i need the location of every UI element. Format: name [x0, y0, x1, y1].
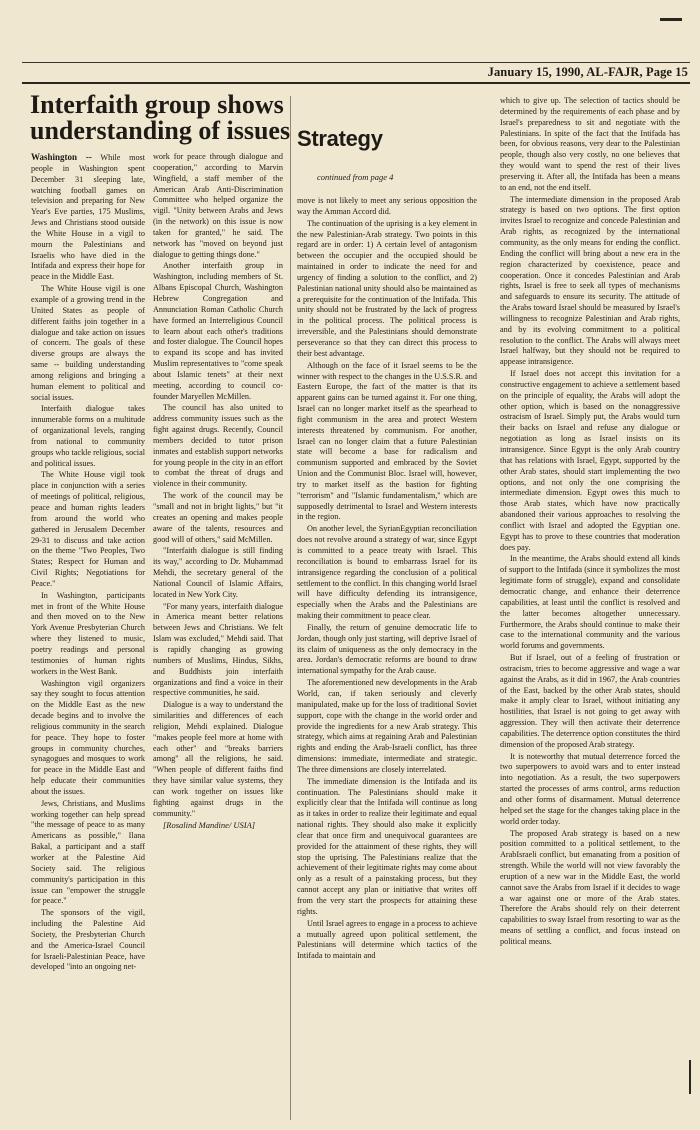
paragraph: The aforementioned new developments in the Arab World, can, if taken seriously and cleverly manipulated, make up for the loss of traditional Soviet support, cope with the change in the world order and provide the ingredients for a new Arab strategy. This strategy, which aims at regaining Arab and Palestinian rights and ending the Arab-Israeli conflict, has three dimensions: immediate, intermediate and strategic. The three dimensions are closely interrelated. [297, 678, 477, 774]
paragraph: Finally, the return of genuine democratic life to Jordan, though only just starting, will deprive Israel of its claim of uniqueness as the only democracy in the area. Jordan's democratic reforms are bound to draw international sympathy for the Arab cause. [297, 622, 477, 676]
paragraph: Although on the face of it Israel seems to be the winner with respect to the changes in the U.S.S.R. and Eastern Europe, the fact of the matter is that its apparent gains can be turned against it. For one thing, Israel can no longer market itself as the spearhead to fight communism in the area and protect Western interests threatened by communism. For another, Israel can no longer claim that a future Palestinian state will become a base for radicalism and communism supported and embraced by the Soviet Union and the Communist Bloc. Israel will, however, try to market itself as the bastion for fighting "terrorism" and "Islamic fundamentalism," which are supposedly detrimental to Israel and Western interests in the region. [297, 360, 477, 522]
article-column-1 [31, 152, 145, 1120]
author-credit: [Rosalind Mandine/ USIA] [163, 820, 256, 831]
header-rule [22, 62, 690, 63]
article-headline-strategy: Strategy [297, 126, 383, 151]
paragraph: It is noteworthy that mutual deterrence forced the two superpowers to avoid wars and to enter instead into negotiation. As a result, the two superpowers started the processes of arms control, arms reduction and other forms of disarmament. Mutual deterrence helped set the stage for the changes taking place in the world order today. [500, 751, 680, 826]
header-rule-thick [22, 82, 690, 84]
paragraph: The council has also united to address community issues such as the fight against drugs. Recently, Council members decided to tutor prison inmates and establish support networks for young people in the city in an effort to combat the threat of drugs and violence in their community. [153, 403, 283, 489]
paragraph: The White House vigil took place in conjunction with a series of meetings of political, religious, peace and human rights leaders from around the world who gathered in Jerusalem December 29-31 to discuss and take action on the theme "Two Peoples, Two States; Respect for Human and Civil Rights; Negotiations for Peace." [31, 470, 145, 588]
paragraph: In the meantime, the Arabs should extend all kinds of support to the Intifada (since it symbolizes the most legitimate form of struggle), expand and consolidate democratic change, and enhance their deterrence capabilities, at least until the conflict is resolved and the latter becomes altogether unnecessary. Furthermore, the Arabs should continue to make their case to the international community and the various world forums and governments. [500, 554, 680, 651]
paragraph: The sponsors of the vigil, including the Palestine Aid Society, the Presbyterian Church and the America-Israel Council for Israeli-Palestinian Peace, have developed "into an ongoing net- [31, 908, 145, 972]
page-header: January 15, 1990, AL-FAJR, Page 15 [487, 65, 688, 79]
dateline: Washington -- [31, 152, 92, 162]
paragraph: work for peace through dialogue and cooperation," according to Marvin Wingfield, a staff member of the American Arab Anti-Discrimination Committee who helped organize the vigil. "Unity between Arabs and Jews (in the network) on this issue is now taken for granted," he said. The network has "moved on beyond just dialogue to getting things done." [153, 152, 283, 259]
column-divider [290, 96, 291, 1120]
paragraph: In Washington, participants met in front of the White House and then moved on to the New York Avenue Presbyterian Church where they listened to music, poetry readings and personal testimonies of human rights workers in the West Bank. [31, 590, 145, 676]
paragraph: which to give up. The selection of tactics should be determined by the requirements of each phase and by Israel's preparedness to sit and negotiate with the Palestinians. In spite of the fact that the Intifada has been, for obvious reasons, very dear to the Palestinian people, though also very costly, no one believes that they would want to spend the rest of their lives preserving it. After all, the Intifada has been a means to an end, not the end itself. [500, 96, 680, 192]
article-column-2 [153, 152, 283, 1120]
paragraph: But if Israel, out of a feeling of frustration or ostracism, tries to become aggressive and wage a war against the Arabs, as it did in 1967, the Arab countries of the East, backed by the other Arab states, should make it amply clear to Israel, without initiating any hostilities, that Israel is not going to get away with aggression. They will then activate their deterrence capabilities. The deterrence option constitutes the third dimension of the proposed Arab strategy. [500, 653, 680, 749]
column-end-mark [689, 1060, 691, 1094]
paragraph: If Israel does not accept this invitation for a constructive engagement to achieve a settlement based on the principle of equality, the Arabs will adopt the other option, which is based on the nonaggressive ostracism of Israel. Simply put, the Arabs would turn their backs on Israel and refuse any dialogue or negotiation as long as Israel insists on its intransigence. Since Egypt is the only Arab country that has relations with Israel, Egypt, supported by the other Arab states, should start implementing the two options, and not only the one comprising the intermediate dimension. Egypt owes this much to those Arab states, which have now practically abandoned their various approaches to resolving the conflict with Israel and adopted the Egyptian one. Egypt has to prove to these countries that moderation does pay. [500, 369, 680, 552]
paragraph: move is not likely to meet any serious opposition the way the Amman Accord did. [297, 196, 477, 216]
paragraph: Jews, Christians, and Muslims working together can help spread "the message of peace to as many Americans as possible," Ilana Bakal, a participant and a staff worker at the Palestine Aid Society said. The religious community's participation in this issue can "empower the struggle for peace." [31, 798, 145, 906]
paragraph: "For many years, interfaith dialogue in America meant better relations between Jews and Christians. We felt Islam was excluded," Mehdi said. That is rapidly changing as growing numbers of Muslims, Hindus, Sikhs, and Buddhists join interfaith organizations and find a voice in their respective communities, he said. [153, 601, 283, 698]
paragraph: Dialogue is a way to understand the similarities and differences of each religion, Mehdi explained. Dialogue "makes people feel more at home with each other" and "breaks barriers among" all the religions, he said. "When people of different faiths find they have similar value systems, they can work together on issues like fighting against drugs in the community." [153, 700, 283, 818]
paragraph: Another interfaith group in Washington, including members of St. Albans Episcopal Church, Washington Hebrew Congregation and Annunciation Roman Catholic Church have formed an Interreligious Council to learn about each other's traditions and foster dialogue. The Council hopes to expand its scope and has invited Muslim representatives to "come speak about Islamic tenets" at their next meeting, according to council co-founder Maryellen McMillen. [153, 261, 283, 401]
article-headline-interfaith: Interfaith group shows understanding of issues [30, 90, 291, 145]
paragraph: The work of the council may be "small and not in bright lights," but "it creates an opening and makes people aware of the talents, resources and good will of others," said McMillen. [153, 491, 283, 544]
paragraph: Until Israel agrees to engage in a process to achieve a mutually agreed upon political settlement, the Palestinians will determine which tactics of the Intifada to maintain and [297, 918, 477, 961]
continued-from-note: continued from page 4 [317, 172, 394, 182]
paragraph: The immediate dimension is the Intifada and its continuation. The Palestinians should make it explicitly clear that the Intifada will continue as long as it takes in order to realize their legitimate and equal national rights. They should also make it explicitly clear that once firm and unequivocal guarantees are provided for the attainment of these rights, they will stop the uprising. The Palestinians realize that the achievement of their legitimate rights may come about only as a result of a painstaking process, but they cannot accept any plan or initiative that writes off from the very start the prospects for attaining these rights. [297, 776, 477, 916]
paragraph: "Interfaith dialogue is still finding its way," according to Dr. Muhammad Mehdi, the secretary general of the National Council of Islamic Affairs, located in New York City. [153, 546, 283, 599]
paragraph: Washington vigil organizers say they sought to focus attention on the Middle East as the new decade begins and to involve the religious community in the search for peace. They hope to foster groups in community churches, synagogues and mosques to work for peace in the Middle East and help educate their communities about the issues. [31, 678, 145, 796]
paragraph: The continuation of the uprising is a key element in the new Palestinian-Arab strategy. Two points in this regard are in order: 1) A certain level of antagonism between the occupier and the occupied should be maintained in order to indicate the need for and urgency of finding a solution to the conflict, and 2) Palestinian national unity should also be maintained as a prerequisite for the continuation of the Intifada. This unity should not be frustrated by the lack of progress in the political process. The political process is irreversible, and the Palestinians should demonstrate perseverance so that they can direct this process to their best advantage. [297, 218, 477, 358]
paragraph: While most people in Washington spent December 31 sleeping late, watching football games on television and preparing for New Year's Eve parties, 175 Muslims, Jews and Christians stood outside the White House in a vigil to mourn the Palestinians and Israelis who have died in the Intifada and express their hope for peace in the Middle East. [31, 153, 145, 282]
paragraph: Interfaith dialogue takes innumerable forms on a multitude of organizational levels, ranging from national to community groups who tackle religious, social and political issues. [31, 404, 145, 468]
corner-mark [660, 18, 682, 21]
paragraph: The White House vigil is one example of a growing trend in the United States as people of different faiths join together in a dialogue and take action on issues of concern. The goals of these diverse groups are always the same -- building understanding among religions and bringing a human element to political and social issues. [31, 284, 145, 402]
paragraph: The intermediate dimension in the proposed Arab strategy is based on two options. The first option invites Israel to recognize and concede Palestinian and Arab rights, as recognized by the international community, as the only means for ending the conflict. Ending the conflict will bring about a new era in the region characterized by coexistence, peace and cooperation. Once it concedes Palestinian and Arab rights, Israel is free to seek all types of mechanisms and safeguards to ensure its security. The attitude of the Arabs toward Israel should be measured by Israel's willingness to recognize Palestinian and Arab rights, and by its evolving commitment to a political resolution to the conflict. The Arabs will always meet Israel halfway, but they should not be required to appease intransigence. [500, 194, 680, 367]
paragraph: On another level, the SyrianEgyptian reconciliation does not revolve around a strategy of war, since Egypt is committed to a peace treaty with Israel. This reconciliation is bound to embarrass Israel for its intransigence regarding the conclusion of a political settlement to the conflict. In this changing world Israel will have difficulty defending its intransigence, especially when the Arabs and the Palestinians are making their commitment to peace clear. [297, 524, 477, 621]
article-column-3 [297, 196, 477, 1126]
article-column-4 [500, 96, 680, 1121]
paragraph: The proposed Arab strategy is based on a new position committed to a political settlement, to the ArabIsraeli conflict, but emanating from a position of strength. While the world will not view favorably the eruption of a new war in the Middle East, the world cannot save the Arabs from Israel if it decides to wage a war against one or more of the Arab states. Therefore the Arabs should rely on their deterrent capabilities to sway Israel from resorting to war as the means of settling a conflict, and focus instead on political means. [500, 828, 680, 946]
